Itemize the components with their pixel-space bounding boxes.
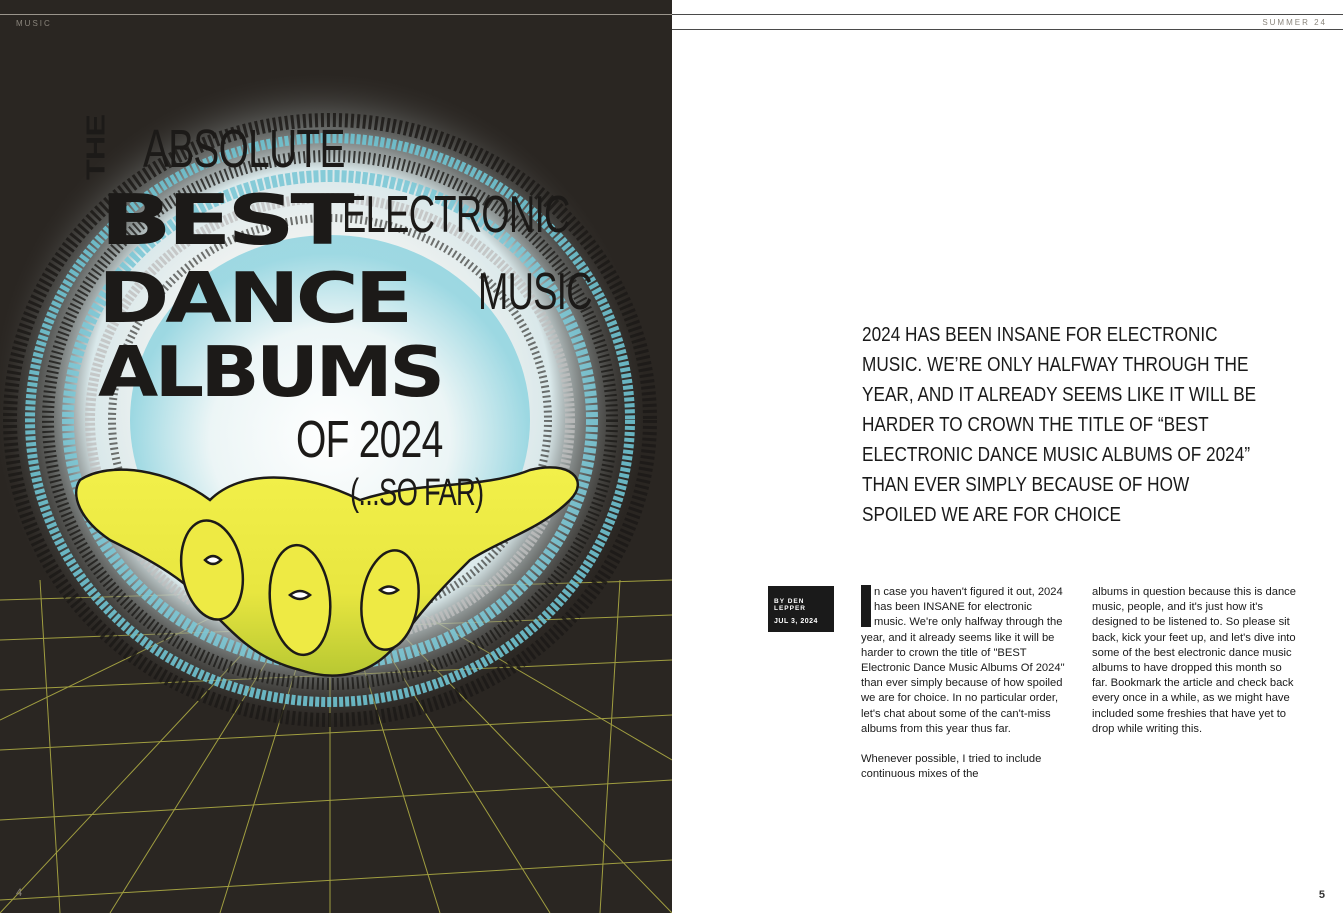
headline-of-2024: OF 2024 [296, 411, 443, 469]
headline-electronic: ELECTRONIC [342, 186, 570, 244]
headline-absolute: ABSOLUTE [143, 119, 345, 179]
byline-date: JUL 3, 2024 [774, 618, 818, 625]
headline-dance: DANCE [98, 258, 410, 339]
section-label: MUSIC [16, 19, 52, 28]
body-paragraph: albums in question because this is dance music, people, and it's just how it's designed to be listened to. So please sit back, kick your feet up, and let's dive into some of the best electronic dance music albums to have dropped this month so far. Bookmark the article and check back every once in a while, as we might have included some freshies that have yet to drop while writing this. [1092, 586, 1296, 735]
page-number: 4 [16, 887, 23, 899]
body-text: n case you haven't figured it out, 2024 has been INSANE for electronic music. We're only halfway through the year, and it already seems like it will be harder to crown the title of "BEST Electronic Dance Music Albums Of 2024" than ever simply because of how spoiled we are for choice. In no particular order, let's chat about some of the can't-miss albums from this year thus far. [861, 586, 1065, 735]
body-paragraph: Whenever possible, I tried to include continuous mixes of the [861, 753, 1042, 781]
drop-cap [861, 585, 871, 627]
headline-the: THE [82, 115, 111, 180]
page-number: 5 [1318, 889, 1325, 901]
body-paragraph [861, 585, 1066, 737]
byline [768, 586, 834, 632]
pull-quote: 2024 HAS BEEN INSANE FOR ELECTRONIC MUSIC. WE’RE ONLY HALFWAY THROUGH THE YEAR, AND IT ALREADY SEEMS LIKE IT WILL BE HARDER TO CROWN THE TITLE OF “BEST ELECTRONIC DANCE MUSIC ALBUMS OF 2024” THAN EVER SIMPLY BECAUSE OF HOW SPOILED WE ARE FOR CHOICE [862, 324, 1257, 526]
body-column-1 [861, 585, 1066, 797]
header-rule [672, 14, 1343, 15]
headline-music: MUSIC [478, 263, 592, 321]
issue-label: SUMMER 24 [1262, 18, 1327, 27]
header-rule-lower [672, 29, 1343, 30]
headline-best: BEST [100, 180, 351, 261]
right-page [672, 0, 1343, 913]
body-column-2 [1092, 585, 1297, 752]
headline-so-far: (...SO FAR) [350, 472, 484, 514]
headline-albums: ALBUMS [98, 332, 442, 413]
byline-author: BY DEN LEPPER [774, 598, 807, 612]
